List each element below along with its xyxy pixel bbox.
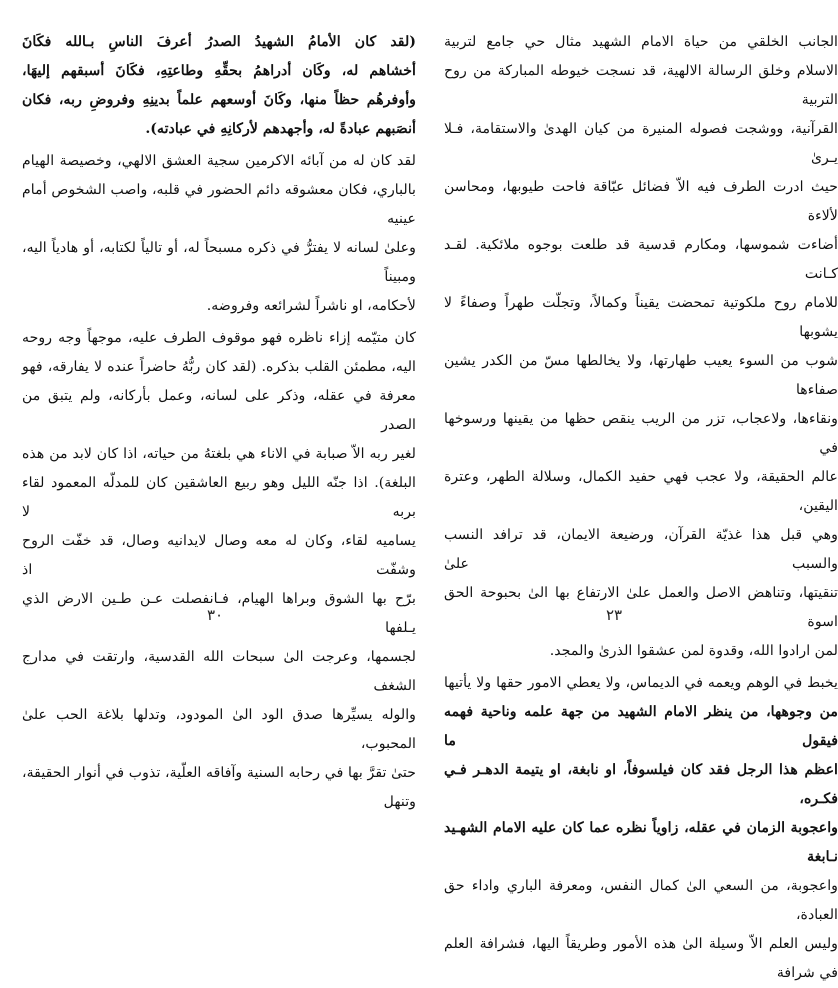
text-line: حيث ادرت الطرف فيه الاّ فضائل عبّاقة فاحت طيوبها، ومحاسن لألاءة	[444, 179, 838, 224]
text-line: شوب من السوء يعيب طهارتها، ولا يخالطها مسّ من الكدر يشين صفاءها	[444, 353, 838, 398]
left-page-text	[22, 28, 416, 817]
text-line: كان متيّمه إزاء ناظره فهو موقوف الطرف عليه، موجهاً وجه روحه	[22, 330, 416, 346]
text-line: لجسمها، وعرجت الىٰ سبحات الله القدسية، وارتقت في مدارج الشغف	[22, 649, 416, 694]
text-line: للامام روح ملكوتية تمحضت يقيناً وكمالاً، وتجلّت طهراً وصفاءً لا يشوبها	[444, 295, 838, 340]
text-line: يخبط في الوهم ويعمه في الديماس، ولا يعطي الامور حقها ولا يأتيها	[444, 675, 838, 691]
text-line: وأوفرهُم حظاً منها، وكَانَ أوسعهم علماً بدينِهِ وفروضِ ربه، فكان	[22, 92, 416, 108]
text-line: واعجوبة الزمان في عقله، زاوياً نظره عما كان عليه الامام الشهـيد نـابغة	[444, 820, 838, 865]
text-line: يساميه لقاء، وكان له معه وصال لايدانيه وصال، قد خفّت الروح وشفّت اذ	[22, 533, 416, 578]
page-number-right: ٢٣	[605, 606, 623, 624]
text-line: تنقيتها، وتناهض الاصل والعمل علىٰ الارتفاع بها الىٰ بحبوحة الحق اسوة	[444, 585, 838, 630]
page-number-left: ٣٠	[206, 606, 224, 624]
text-line: أنصَبهم عبادةً له، وأجهدهم لأركانِهِ في عبادته).	[145, 121, 416, 137]
text-line: وهي قبل هذا غذيّة القرآن، ورضيعة الايمان، قد ترافد النسب والسبب علىٰ	[444, 527, 838, 572]
text-line: والوله يسيِّرها صدق الود الىٰ المودود، وتدلها بلاغة الحب علىٰ المحبوب،	[22, 707, 416, 752]
right-page-text	[444, 28, 838, 988]
text-line: وعلىٰ لسانه لا يفترُّ في ذكره مسبحاً له، أو تالياً لكتابه، أو هادياً اليه، ومبيناً	[22, 240, 416, 285]
text-line: واعجوبة، من السعي الىٰ كمال النفس، ومعرفة الباري واداء حق العبادة،	[444, 878, 838, 923]
text-line: اعظم هذا الرجل فقد كان فيلسوفاً، او نابغة، او يتيمة الدهـر فـي فكـره،	[444, 762, 838, 807]
text-line: بالباري، فكان معشوقه دائم الحضور في قلبه، واصب الشخوص أمام عينيه	[22, 182, 416, 227]
text-line: أخشاهم له، وكَان أدراهمُ بحقِّهِ وطاعتِهِ، فكَانَ أسبقهم إليهَا،	[22, 63, 416, 79]
text-line: (لقد كان الأمامُ الشهيدُ الصدرُ أعرفَ الناسِ بـالله فكَانَ	[22, 34, 416, 50]
text-line: عالم الحقيقة، ولا عجب فهي حفيد الكمال، وسلالة الطهر، وعترة اليقين،	[444, 469, 838, 514]
text-line: وليس العلم الاّ وسيلة الىٰ هذه الأمور وطريقاً اليها، فشرافة العلم في شرافة	[444, 936, 838, 981]
text-line: لقد كان له من آبائه الاكرمين سجية العشق الالهي، وخصيصة الهيام	[22, 153, 416, 169]
text-line: لأحكامه، او ناشراً لشرائعه وفروضه.	[206, 298, 416, 314]
text-line: لغير ربه الاّ صبابة في الاناء هي بلغتهُ من حياته، اذا كان لابد من هذه	[22, 446, 416, 462]
text-line: القرآنية، ووشجت فصوله المنيرة من كيان الهدىٰ والاستقامة، فـلا يـرىٰ	[444, 121, 838, 166]
text-line: الاسلام وخلق الرسالة الالهية، قد نسجت خيوطه المباركة من روح التربية	[444, 63, 838, 108]
text-line: معرفة في عقله، وذكر على لسانه، وعمل بأركانه، ولم يتبق من الصدر	[22, 388, 416, 433]
text-line: الجانب الخلقي من حياة الامام الشهيد مثال حي جامع لتربية	[444, 34, 838, 50]
text-line: برّح بها الشوق وبراها الهيام، فـانفصلت عـن طـين الارض الذي يـلفها	[22, 591, 416, 636]
text-line: لمن ارادوا الله، وقدوة لمن عشقوا الذرىٰ والمجد.	[549, 643, 838, 659]
text-line: حتىٰ تقرَّ بها في رحابه السنية وآفاقه العلّية، تذوب في أنوار الحقيقة، وتنهل	[22, 765, 416, 810]
text-line: اليه، مطمئن القلب بذكره. (لقد كان ربُّهُ حاضراً عنده لا يفارقه، فهو	[22, 359, 416, 375]
text-line: من وجوهها، من ينظر الامام الشهيد من جهة علمه وناحية فهمه فيقول ما	[444, 704, 838, 749]
text-line: البلغة). اذا جنّه الليل وهو ربيع العاشقين كان للمدلّه المعمود لقاء بربه لا	[22, 475, 416, 520]
text-line: ونقاءها، ولاعجاب، تزر من الريب ينقص حظها من يقينها ورسوخها في	[444, 411, 838, 456]
text-line: أضاءت شموسها، ومكارم قدسية قد طلعت بوجوه ملائكية. لقـد كـانت	[444, 237, 838, 282]
